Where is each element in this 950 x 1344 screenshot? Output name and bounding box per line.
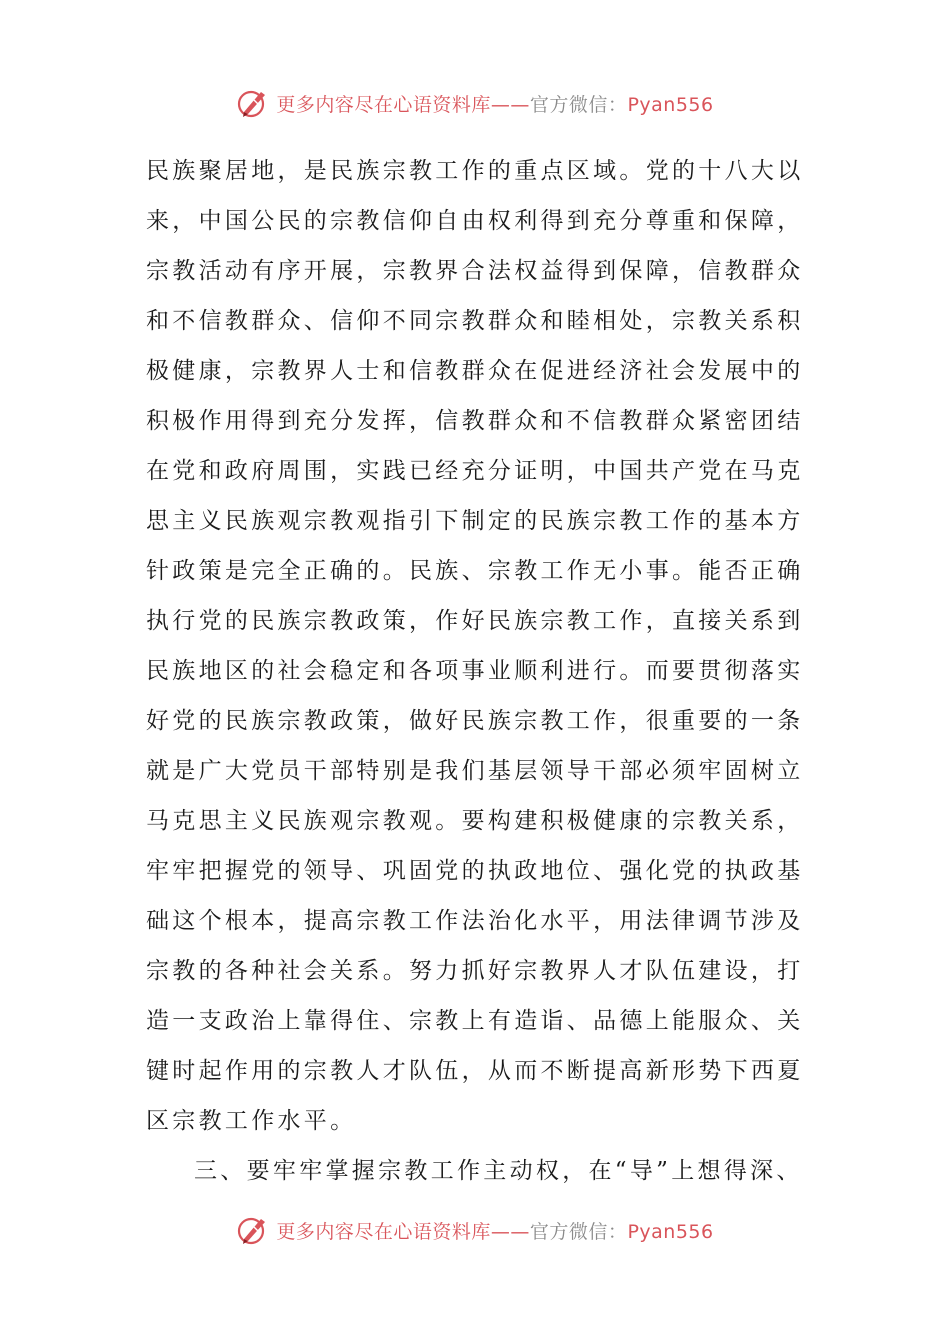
body-line: 就是广大党员干部特别是我们基层领导干部必须牢固树立 — [146, 758, 804, 784]
body-line: 来，中国公民的宗教信仰自由权利得到充分尊重和保障， — [146, 208, 804, 234]
watermark-header — [0, 83, 950, 123]
body-line: 键时起作用的宗教人才队伍，从而不断提高新形势下西夏 — [146, 1058, 804, 1084]
body-line: 和不信教群众、信仰不同宗教群众和睦相处，宗教关系积 — [146, 308, 804, 334]
body-line: 好党的民族宗教政策，做好民族宗教工作，很重要的一条 — [146, 708, 804, 734]
body-line: 区宗教工作水平。 — [146, 1108, 357, 1134]
section-heading: 三、要牢牢掌握宗教工作主动权，在“导”上想得深、 — [194, 1158, 803, 1184]
body-line: 马克思主义民族观宗教观。要构建积极健康的宗教关系， — [146, 808, 804, 834]
body-line: 牢牢把握党的领导、巩固党的执政地位、强化党的执政基 — [146, 858, 804, 884]
body-line: 在党和政府周围，实践已经充分证明，中国共产党在马克 — [146, 458, 804, 484]
watermark-separator: —— — [490, 93, 530, 116]
watermark-footer — [0, 1210, 950, 1250]
watermark-brand: 更多内容尽在心语资料库 — [276, 1220, 491, 1243]
body-line: 民族地区的社会稳定和各项事业顺利进行。而要贯彻落实 — [146, 658, 804, 684]
watermark-wechat-id: Pyan556 — [627, 1220, 714, 1243]
body-line: 执行党的民族宗教政策，作好民族宗教工作，直接关系到 — [146, 608, 804, 634]
document-body — [146, 146, 814, 1196]
watermark-text — [276, 1217, 713, 1244]
watermark-label: 官方微信： — [529, 1220, 628, 1243]
watermark-wechat-id: Pyan556 — [627, 93, 714, 116]
body-line: 础这个根本，提高宗教工作法治化水平，用法律调节涉及 — [146, 908, 804, 934]
watermark-brand: 更多内容尽在心语资料库 — [276, 93, 491, 116]
body-line: 思主义民族观宗教观指引下制定的民族宗教工作的基本方 — [146, 508, 804, 534]
body-line: 造一支政治上靠得住、宗教上有造诣、品德上能服众、关 — [146, 1008, 804, 1034]
body-line: 极健康，宗教界人士和信教群众在促进经济社会发展中的 — [146, 358, 804, 384]
watermark-label: 官方微信： — [529, 93, 628, 116]
body-line: 针政策是完全正确的。民族、宗教工作无小事。能否正确 — [146, 558, 804, 584]
body-line: 积极作用得到充分发挥，信教群众和不信教群众紧密团结 — [146, 408, 804, 434]
body-line: 民族聚居地，是民族宗教工作的重点区域。党的十八大以 — [146, 158, 804, 184]
pen-logo-icon — [236, 1213, 270, 1247]
body-line: 宗教活动有序开展，宗教界合法权益得到保障，信教群众 — [146, 258, 804, 284]
watermark-separator: —— — [490, 1220, 530, 1243]
pen-logo-icon — [236, 86, 270, 120]
watermark-text — [276, 90, 713, 117]
body-line: 宗教的各种社会关系。努力抓好宗教界人才队伍建设，打 — [146, 958, 804, 984]
